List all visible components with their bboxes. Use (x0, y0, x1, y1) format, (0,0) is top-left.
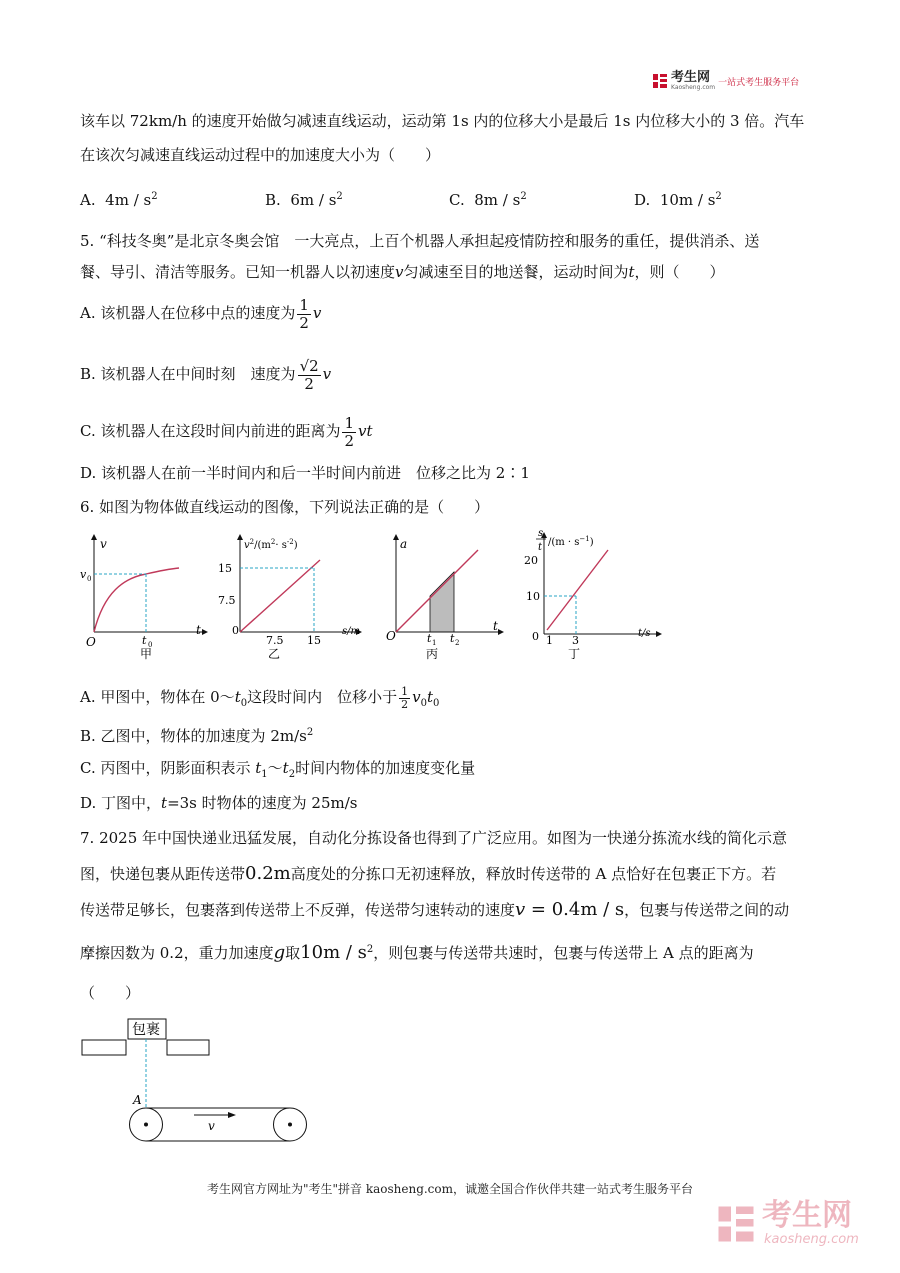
q7-line5: （ ） (80, 984, 141, 1002)
x-axis-arrow-icon (656, 631, 662, 637)
x-tick-15: 15 (307, 634, 321, 647)
q7-line3: 传送带足够长，包裹落到传送带上不反弹，传送带匀速转动的速度v = 0.4m / s，包裹与传送带之间的动 (80, 899, 790, 920)
x-label: t (493, 619, 498, 633)
y-tick-15: 15 (218, 562, 232, 575)
caption: 乙 (268, 647, 281, 661)
arrow-head-icon (228, 1112, 236, 1118)
caption: 丁 (568, 647, 581, 661)
chute-right (167, 1040, 209, 1055)
point-a-label: A (133, 1093, 142, 1107)
y-tick-v0: v (80, 568, 87, 581)
svg-text:2: 2 (455, 639, 460, 647)
y-tick-20: 20 (524, 554, 538, 567)
svg-text:1: 1 (432, 639, 437, 647)
y-label-den: t (538, 542, 543, 553)
caption: 甲 (140, 647, 153, 661)
package-label: 包裹 (132, 1022, 160, 1038)
q7-line4: 摩擦因数为 0.2，重力加速度g取$10m / s^2$，则包裹与传送带共速时，包裹与传送带上 A 点的距离为 (80, 942, 754, 963)
y-axis-arrow-icon (91, 534, 97, 540)
q4-line1: 该车以 72km/h 的速度开始做匀减速直线运动，运动第 1s 内的位移大小是最后 1s 内位移大小的 3 倍。汽车 (80, 112, 805, 130)
q6-option-c[interactable]: C. 丙图中，阴影面积表示 $t_1\sim t_2$时间内物体的加速度变化量 (80, 759, 476, 780)
graph-jia (74, 532, 209, 662)
logo-text: 考生网 (671, 69, 711, 85)
y-label-unit: $/(m \cdot s^{-1})$ (548, 535, 594, 548)
fraction: $\frac{1}{2}$ (344, 413, 355, 450)
q7-line2: 图，快递包裹从距传送带0.2m高度处的分拣口无初速释放，释放时传送带的 A 点恰好在包裹正下方。若 (80, 863, 777, 884)
logo-sub: Kaosheng.com (671, 83, 716, 91)
kaosheng-logo-icon (652, 73, 668, 89)
origin-label: O (386, 629, 396, 643)
q5-option-b[interactable]: B. 该机器人在中间时刻 速度为 $\frac{√2}{2}$ v (80, 356, 332, 393)
watermark (716, 1200, 859, 1247)
q5-option-d[interactable]: D. 该机器人在前一半时间内和后一半时间内前进 位移之比为 2∶1 (80, 464, 530, 482)
graph-bing (380, 532, 510, 662)
y-tick-10: 10 (526, 590, 540, 603)
x-tick-t0: t (142, 634, 147, 647)
graph-line (547, 550, 608, 630)
y-axis-arrow-icon (237, 534, 243, 540)
watermark-text: 考生网 (762, 1198, 852, 1233)
graph-line (240, 560, 320, 632)
y-label: a (400, 537, 408, 551)
q4-option-d[interactable]: D. $10m / s^2$ (634, 191, 722, 209)
watermark-sub: kaosheng.com (764, 1232, 859, 1247)
x-label: t (196, 623, 201, 637)
x-tick-3: 3 (572, 634, 579, 647)
logo-slogan: 一站式考生服务平台 (718, 77, 800, 88)
graph-ding (520, 526, 670, 662)
q4-option-b[interactable]: B. $6m / s^2$ (265, 191, 343, 209)
q7-line1: 7. 2025 年中国快递业迅猛发展，自动化分拣设备也得到了广泛应用。如图为一快递分拣流水线的简化示意 (80, 829, 788, 847)
q6-option-b[interactable]: B. 乙图中，物体的加速度为 $2m/s^2$ (80, 727, 314, 745)
q4-option-c[interactable]: C. $8m / s^2$ (449, 191, 527, 209)
caption: 丙 (426, 647, 439, 661)
chute-left (82, 1040, 126, 1055)
fraction: $\frac{√2}{2}$ (299, 356, 319, 393)
x-label: t/s (638, 628, 651, 639)
watermark-logo-icon (716, 1204, 756, 1244)
y-tick-7-5: 7.5 (218, 594, 236, 607)
q6-option-d[interactable]: D. 丁图中，t=3s 时物体的速度为 25m/s (80, 794, 358, 812)
svg-text:0: 0 (87, 575, 92, 583)
q5-option-a[interactable]: A. 该机器人在位移中点的速度为 $\frac{1}{2}$ v (80, 295, 322, 332)
y-label: v (100, 537, 107, 551)
origin-label: 0 (232, 624, 239, 637)
belt-velocity-label: v (208, 1119, 215, 1133)
q6-stem: 6. 如图为物体做直线运动的图像，下列说法正确的是（ ） (80, 498, 490, 516)
x-tick-t1: t (427, 632, 432, 645)
x-axis-arrow-icon (498, 629, 504, 635)
header-logo (652, 70, 799, 92)
fraction: $\frac{1}{2}$ (299, 295, 309, 332)
origin-label: O (86, 635, 96, 649)
origin-label: 0 (532, 630, 539, 643)
conveyor-diagram (76, 1015, 316, 1145)
velocity-curve (94, 568, 179, 632)
q5-option-c[interactable]: C. 该机器人在这段时间内前进的距离为 $\frac{1}{2}$ vt (80, 413, 373, 450)
y-label-num: s (538, 528, 544, 539)
x-label: s/m (342, 626, 360, 637)
q6-option-a[interactable]: A. 甲图中，物体在 $0\sim t_0$这段时间内 位移小于 $\frac{1}{2}$ $v_0t_0$ (80, 684, 440, 711)
q4-line2: 在该次匀减速直线运动过程中的加速度大小为（ ） (80, 146, 441, 164)
fraction: $\frac{1}{2}$ (401, 684, 409, 711)
q5-line1: 5. “科技冬奥”是北京冬奥会馆 一大亮点，上百个机器人承担起疫情防控和服务的重任，提供消杀、送 (80, 232, 760, 250)
y-axis-arrow-icon (393, 534, 399, 540)
y-label: $v^2/(m^2\cdot s^{-2})$ (244, 538, 298, 551)
q5-line2: 餐、导引、清洁等服务。已知一机器人以初速度v匀减速至目的地送餐，运动时间为t，则（ ） (80, 263, 725, 281)
q4-option-a[interactable]: A. $4m / s^2$ (80, 191, 158, 209)
x-tick-7-5: 7.5 (266, 634, 284, 647)
graph-yi (218, 532, 368, 662)
page-footer: 考生网官方网址为"考生"拼音 kaosheng.com，诚邀全国合作伙伴共建一站式考生服务平台 (206, 1182, 694, 1196)
svg-text:0: 0 (148, 641, 153, 649)
x-axis-arrow-icon (202, 629, 208, 635)
shaded-area (430, 572, 454, 632)
x-tick-1: 1 (546, 634, 553, 647)
x-tick-t2: t (450, 632, 455, 645)
